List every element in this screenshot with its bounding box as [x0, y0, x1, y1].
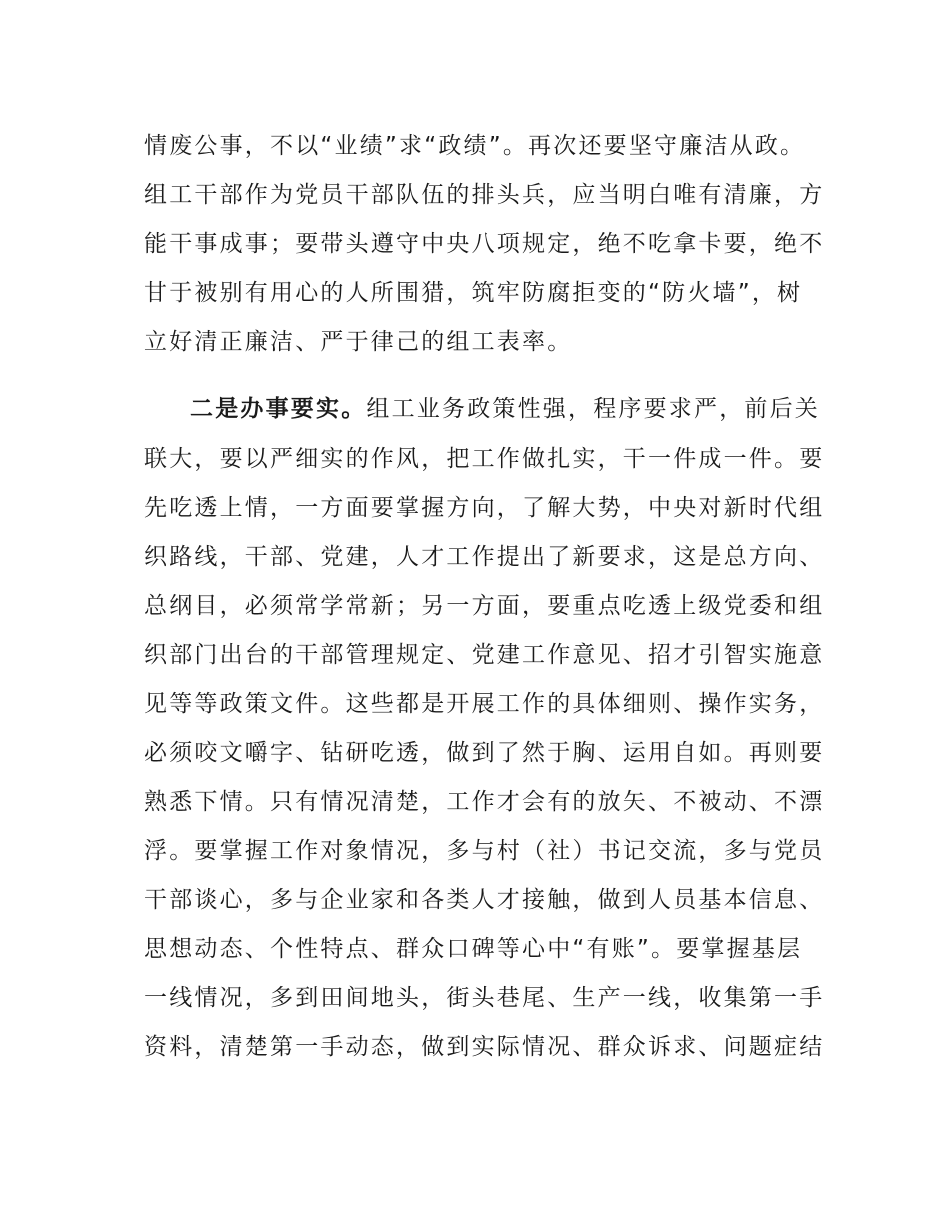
paragraph-2-line-11: 干部谈心，多与企业家和各类人才接触，做到人员基本信息、: [144, 887, 825, 913]
paragraph-2-line-6: 织部门出台的干部管理规定、党建工作意见、招才引智实施意: [144, 642, 825, 668]
paragraph-1-line-1: 情废公事，不以“业绩”求“政绩”。再次还要坚守廉洁从政。: [144, 133, 806, 159]
paragraph-2-line-4: 织路线，干部、党建，人才工作提出了新要求，这是总方向、: [144, 544, 825, 570]
paragraph-2-line-2: 联大，要以严细实的作风，把工作做扎实，干一件成一件。要: [144, 446, 825, 472]
paragraph-2-line-12: 思想动态、个性特点、群众口碑等心中“有账”。要掌握基层: [144, 936, 803, 962]
paragraph-1-line-5: 立好清正廉洁、严于律己的组工表率。: [144, 329, 573, 355]
paragraph-2-line-1-text: 组工业务政策性强，程序要求严，前后关: [366, 396, 821, 422]
paragraph-2-line-14: 资料，清楚第一手动态，做到实际情况、群众诉求、问题症结: [144, 1034, 825, 1060]
paragraph-2-line-1: [190, 384, 820, 434]
paragraph-2-line-10: 浮。要掌握工作对象情况，多与村（社）书记交流，多与党员: [144, 838, 825, 864]
paragraph-2-line-7: 见等等政策文件。这些都是开展工作的具体细则、操作实务，: [144, 691, 825, 717]
paragraph-2-line-8: 必须咬文嚼字、钻研吃透，做到了然于胸、运用自如。再则要: [144, 740, 825, 766]
paragraph-2-line-5: 总纲目，必须常学常新；另一方面，要重点吃透上级党委和组: [144, 593, 825, 619]
paragraph-1-line-3: 能干事成事；要带头遵守中央八项规定，绝不吃拿卡要，绝不: [144, 231, 825, 257]
paragraph-2-lead-heading: 二是办事要实。: [190, 396, 367, 422]
paragraph-1-line-2: 组工干部作为党员干部队伍的排头兵，应当明白唯有清廉，方: [144, 182, 825, 208]
paragraph-2-line-9: 熟悉下情。只有情况清楚，工作才会有的放矢、不被动、不漂: [144, 789, 825, 815]
paragraph-2-line-3: 先吃透上情，一方面要掌握方向，了解大势，中央对新时代组: [144, 495, 825, 521]
paragraph-2-line-13: 一线情况，多到田间地头，街头巷尾、生产一线，收集第一手: [144, 985, 825, 1011]
paragraph-1-line-4: 甘于被别有用心的人所围猎，筑牢防腐拒变的“防火墙”，树: [144, 280, 803, 306]
